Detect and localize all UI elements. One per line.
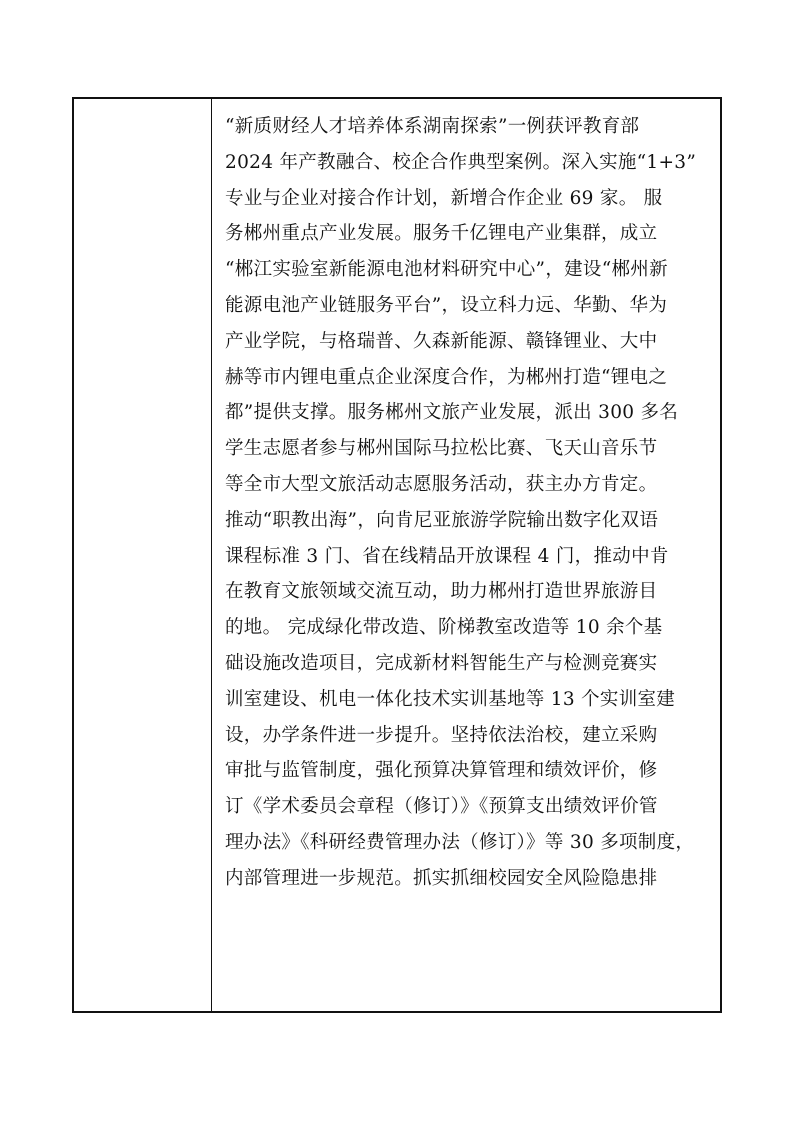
table-left-column — [74, 99, 212, 1011]
text-line: 在教育文旅领域交流互动，助力郴州打造世界旅游目 — [225, 581, 658, 603]
text-line: 训室建设、机电一体化技术实训基地等 13 个实训室建 — [225, 688, 676, 710]
text-line: 能源电池产业链服务平台”，设立科力远、华勤、华为 — [225, 294, 668, 316]
document-table — [72, 97, 722, 1013]
text-line: 设，办学条件进一步提升。坚持依法治校，建立采购 — [225, 724, 658, 746]
text-line: 都”提供支撑。服务郴州文旅产业发展，派出 300 多名 — [225, 402, 679, 424]
text-line: “新质财经人才培养体系湖南探索”一例获评教育部 — [225, 116, 640, 137]
text-line: 的地。 完成绿化带改造、阶梯教室改造等 10 余个基 — [225, 617, 663, 639]
text-line: 产业学院，与格瑞普、久森新能源、赣锋锂业、大中 — [225, 330, 658, 352]
text-line: 课程标准 3 门、省在线精品开放课程 4 门，推动中肯 — [225, 545, 669, 567]
text-line: 推动“职教出海”，向肯尼亚旅游学院输出数字化双语 — [225, 509, 659, 531]
text-line: 订《学术委员会章程（修订）》《预算支出绩效评价管 — [225, 796, 658, 818]
text-line: 理办法》《科研经费管理办法（修订）》等 30 多项制度， — [225, 831, 695, 853]
text-line: 等全市大型文旅活动志愿服务活动，获主办方肯定。 — [225, 473, 658, 495]
text-line: 础设施改造项目，完成新材料智能生产与检测竞赛实 — [225, 652, 658, 674]
body-text — [225, 109, 715, 897]
text-line: 务郴州重点产业发展。服务千亿锂电产业集群，成立 — [225, 223, 658, 245]
text-line: 赫等市内锂电重点企业深度合作，为郴州打造“锂电之 — [225, 366, 668, 388]
text-line: 内部管理进一步规范。抓实抓细校园安全风险隐患排 — [225, 867, 658, 889]
text-line: 2024 年产教融合、校企合作典型案例。深入实施“1+3” — [225, 151, 697, 173]
text-line: 学生志愿者参与郴州国际马拉松比赛、飞天山音乐节 — [225, 438, 658, 460]
text-line: 审批与监管制度，强化预算决算管理和绩效评价，修 — [225, 760, 658, 782]
text-line: “郴江实验室新能源电池材料研究中心”，建设“郴州新 — [225, 259, 668, 281]
text-line: 专业与企业对接合作计划，新增合作企业 69 家。 服 — [225, 187, 663, 209]
table-right-column — [212, 99, 720, 1011]
